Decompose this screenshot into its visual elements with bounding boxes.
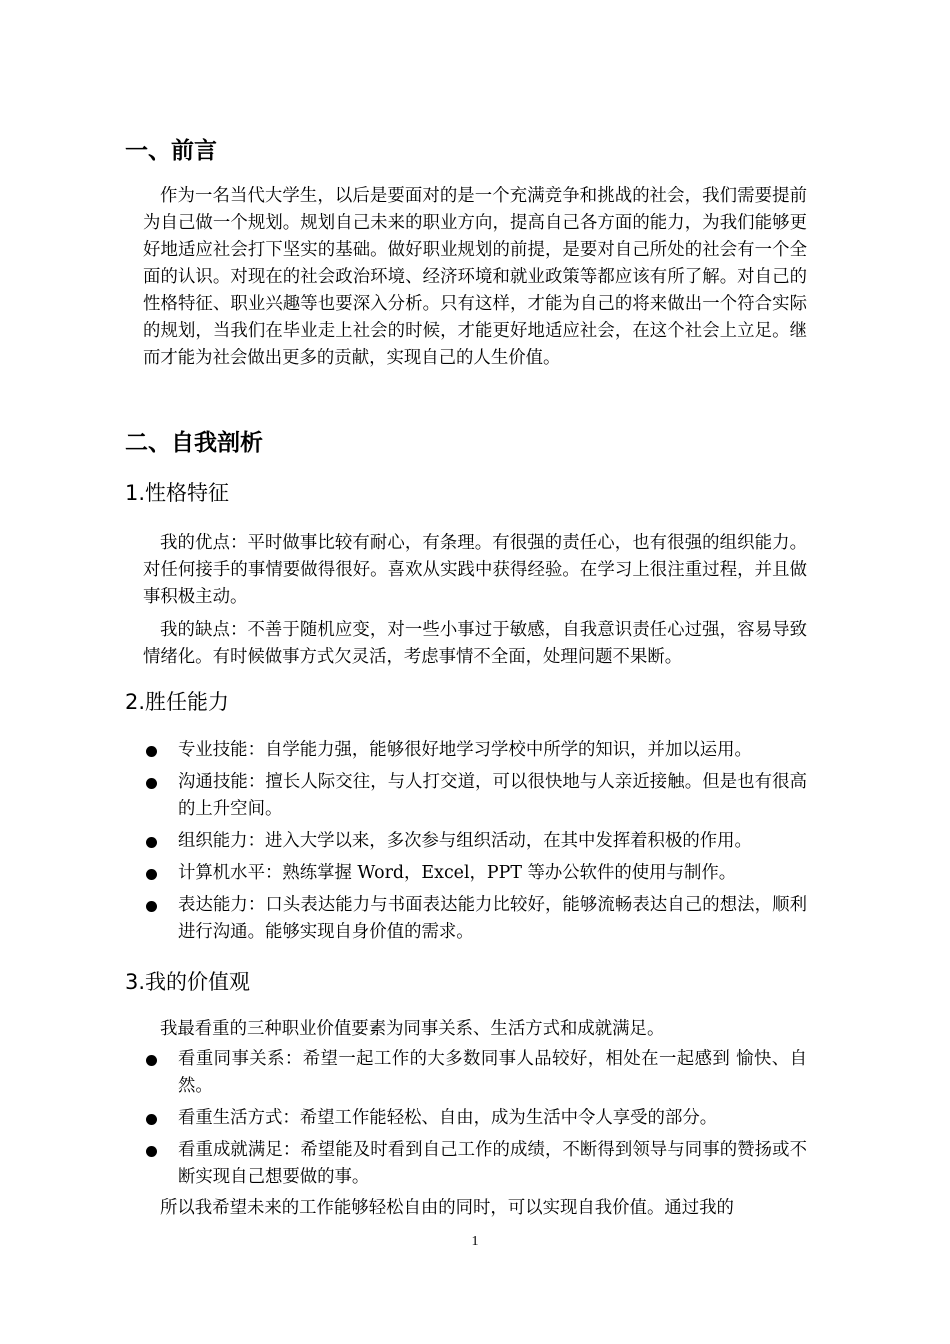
weaknesses-paragraph: 我的缺点：不善于随机应变，对一些小事过于敏感，自我意识责任心过强，容易导致情绪化。有时候做事方式欠灵活，考虑事情不全面，处理问题不果断。 (143, 620, 807, 667)
bullet-dot-icon (146, 901, 157, 912)
page-number: 1 (471, 1234, 479, 1249)
subheading-competence: 2.胜任能力 (125, 690, 230, 714)
strengths-paragraph: 我的优点：平时做事比较有耐心，有条理。有很强的责任心，也有很强的组织能力。对任何接手的事情要做得很好。喜欢从实践中获得经验。在学习上很注重过程，并且做事积极主动。 (143, 533, 807, 607)
list-item-text: 看重同事关系：希望一起工作的大多数同事人品较好，相处在一起感到 愉快、自然。 (178, 1049, 807, 1096)
section-heading-preface: 一、前言 (125, 138, 217, 164)
list-item (143, 769, 807, 823)
bullet-dot-icon (146, 837, 157, 848)
list-item-text: 专业技能：自学能力强，能够很好地学习学校中所学的知识，并加以运用。 (178, 740, 752, 760)
list-item (143, 892, 807, 946)
bullet-dot-icon (146, 869, 157, 880)
bullet-dot-icon (146, 1055, 157, 1066)
list-item-text: 表达能力：口头表达能力与书面表达能力比较好，能够流畅表达自己的想法，顺利进行沟通。能够实现自身价值的需求。 (178, 895, 807, 942)
list-item-text: 计算机水平：熟练掌握 Word，Excel，PPT 等办公软件的使用与制作。 (178, 863, 737, 883)
list-item (143, 1046, 807, 1100)
list-item (143, 860, 807, 887)
subheading-values: 3.我的价值观 (125, 970, 251, 994)
competence-list (143, 737, 807, 946)
bullet-dot-icon (146, 778, 157, 789)
values-list (143, 1046, 807, 1191)
values-closing: 所以我希望未来的工作能够轻松自由的同时，可以实现自我价值。通过我的 (160, 1198, 734, 1218)
section-heading-self-analysis: 二、自我剖析 (125, 430, 263, 456)
bullet-dot-icon (146, 746, 157, 757)
subheading-personality: 1.性格特征 (125, 481, 230, 505)
bullet-dot-icon (146, 1114, 157, 1125)
bullet-dot-icon (146, 1146, 157, 1157)
list-item-text: 看重生活方式：希望工作能轻松、自由，成为生活中令人享受的部分。 (178, 1108, 718, 1128)
list-item-text: 看重成就满足：希望能及时看到自己工作的成绩，不断得到领导与同事的赞扬或不断实现自己想要做的事。 (178, 1140, 807, 1187)
preface-paragraph: 作为一名当代大学生，以后是要面对的是一个充满竞争和挑战的社会，我们需要提前为自己做一个规划。规划自己未来的职业方向，提高自己各方面的能力，为我们能够更好地适应社会打下坚实的基础。做好职业规划的前提，是要对自己所处的社会有一个全面的认识。对现在的社会政治环境、经济环境和就业政策等都应该有所了解。对自己的性格特征、职业兴趣等也要深入分析。只有这样，才能为自己的将来做出一个符合实际的规划，当我们在毕业走上社会的时候，才能更好地适应社会，在这个社会上立足。继而才能为社会做出更多的贡献，实现自己的人生价值。 (143, 186, 807, 368)
list-item-text: 沟通技能：擅长人际交往，与人打交道，可以很快地与人亲近接触。但是也有很高的上升空间。 (178, 772, 807, 819)
list-item (143, 1105, 807, 1132)
list-item-text: 组织能力：进入大学以来，多次参与组织活动，在其中发挥着积极的作用。 (178, 831, 752, 851)
list-item (143, 737, 807, 764)
list-item (143, 1137, 807, 1191)
list-item (143, 828, 807, 855)
values-intro: 我最看重的三种职业价值要素为同事关系、生活方式和成就满足。 (160, 1019, 665, 1039)
